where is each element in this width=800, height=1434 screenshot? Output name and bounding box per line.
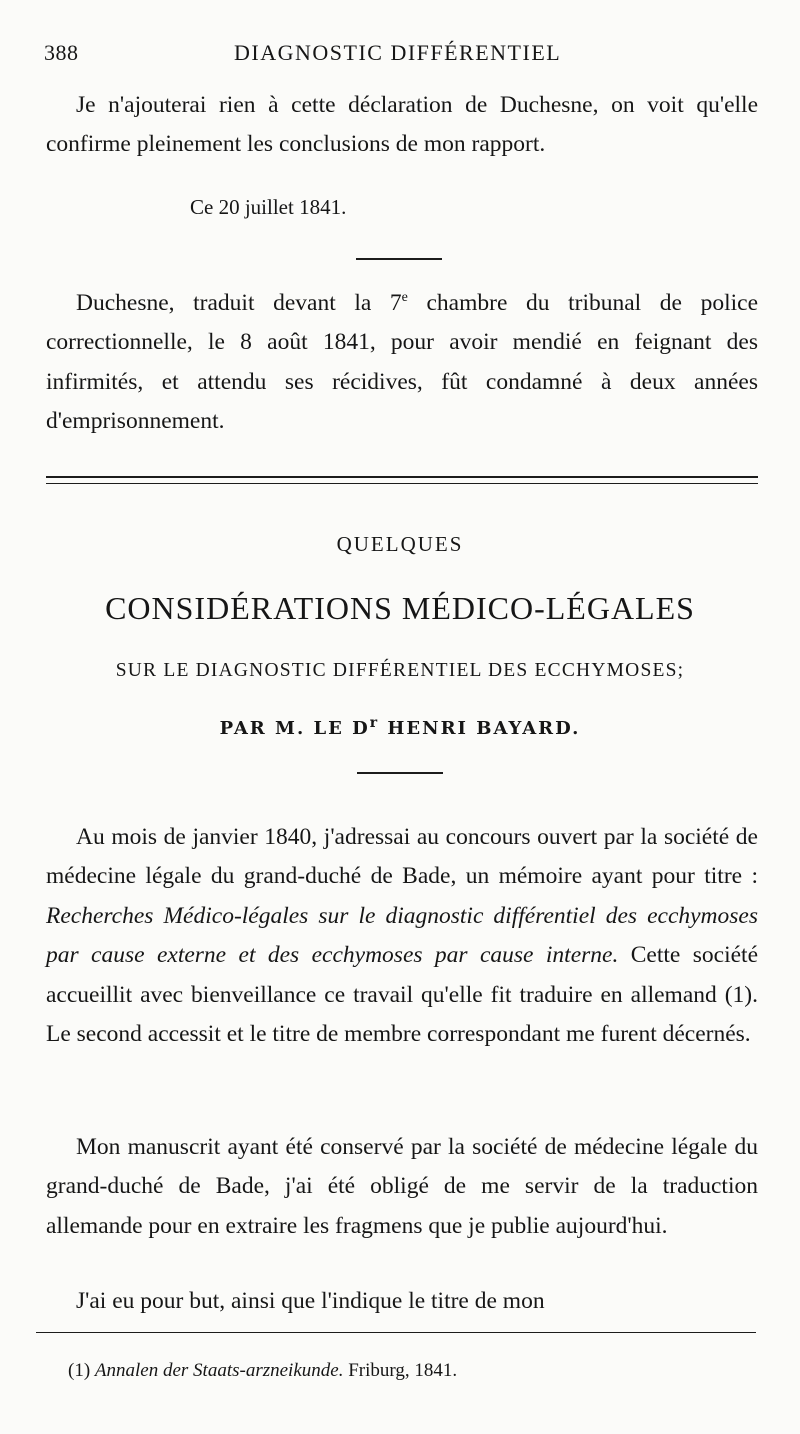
dateline: Ce 20 juillet 1841. (190, 195, 347, 219)
section-divider (356, 258, 442, 260)
article-subtitle: SUR LE DIAGNOSTIC DIFFÉRENTIEL DES ECCHYMOSES; (115, 660, 685, 681)
body-paragraph-3: J'ai eu pour but, ainsi que l'indique le titre de mon (76, 1288, 545, 1314)
intro-paragraph: Je n'ajouterai rien à cette déclaration de Duchesne, on voit qu'elle confirme pleinement les conclusions de mon rapport. (46, 92, 758, 158)
running-head (44, 36, 756, 72)
page-number: 388 (44, 40, 79, 65)
article-separator-rule (46, 476, 758, 484)
footnote: (1) Annalen der Staats-arzneikunde. Friburg, 1841. (68, 1360, 458, 1381)
body-paragraph-2: Mon manuscrit ayant été conservé par la société de médecine légale du grand-duché de Bade, j'ai été obligé de me servir de la traduction allemande pour en extraire les fragmens que je publie aujourd'hui. (46, 1134, 758, 1239)
body-paragraph-1: Au mois de janvier 1840, j'adressai au concours ouvert par la société de médecine légale du grand-duché de Bade, un mémoire ayant pour titre : Recherches Médico-légales sur le diagnostic différentiel des ecchymoses par cause externe et des ecchymoses par cause interne. Cette société accueillit avec bienveillance ce travail qu'elle fit traduire en allemand (1). Le second accessit et le titre de membre correspondant me furent décernés. (46, 824, 758, 1048)
article-pretitle: QUELQUES (336, 532, 464, 556)
verdict-paragraph: Duchesne, traduit devant la 7e chambre du tribunal de police correctionnelle, le 8 août 1841, pour avoir mendié en feignant des infirmités, et attendu ses récidives, fût condamné à deux années d'emprisonnement. (46, 290, 758, 435)
title-divider (357, 772, 443, 774)
article-author: PAR M. LE $D^r$ HENRI BAYARD. (219, 715, 581, 739)
article-title: CONSIDÉRATIONS MÉDICO-LÉGALES (105, 590, 695, 626)
running-title: DIAGNOSTIC DIFFÉRENTIEL (234, 40, 562, 65)
footnote-rule (36, 1332, 756, 1333)
